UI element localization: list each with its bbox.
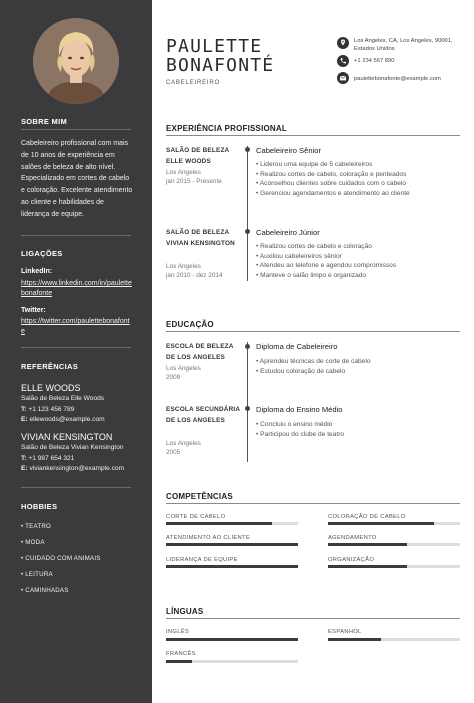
bullet-item: • Aprendeu técnicas de corte de cabelo (256, 357, 370, 367)
job-location: Los Angeles (166, 263, 201, 270)
job-location: Los Angeles (166, 169, 201, 176)
language-bar (328, 638, 460, 641)
divider (21, 129, 131, 130)
address: Los Angeles, CA, Los Angeles, 90001, Estados Unidos (354, 38, 453, 52)
hobby-item: • MODA (21, 539, 45, 546)
degree-title: Diploma do Ensino Médio (256, 405, 343, 414)
bullet-item: • Aconselhou clientes sobre cuidados com o cabelo (256, 179, 410, 189)
school-location: Los Angeles (166, 440, 201, 447)
skill-label: ORGANIZAÇÃO (328, 557, 375, 563)
job-dates: jan 2010 - dez 2014 (166, 272, 223, 279)
divider (166, 503, 460, 504)
employer: SALÃO DE BELEZA ELLE WOODS (166, 147, 230, 165)
school: ESCOLA SECUNDÁRIA DE LOS ANGELES (166, 406, 240, 424)
job-title: Cabeleireiro Júnior (256, 228, 320, 237)
school-dates: 2005 (166, 449, 181, 456)
reference-company: Salão de Beleza Vivian Kensington (21, 444, 124, 451)
hobbies-title: HOBBIES (21, 502, 58, 511)
skill-label: COLORAÇÃO DE CABELO (328, 514, 406, 520)
divider (166, 618, 460, 619)
bullet-item: • Gerenciou agendamentos e atendimento ao cliente (256, 189, 410, 199)
divider (21, 487, 131, 488)
bullet-item: • Atendeu ao telefone e agendou compromissos (256, 261, 396, 271)
languages-title: LÍNGUAS (166, 607, 204, 616)
reference-phone: T: +1 123 456 789 (21, 406, 75, 413)
skill-bar (166, 522, 298, 525)
hobby-item: • LEITURA (21, 571, 53, 578)
links-title: LIGAÇÕES (21, 249, 63, 258)
reference-email: E: viviankensington@example.com (21, 465, 125, 472)
timeline-dot (245, 406, 250, 411)
timeline-line (247, 146, 248, 281)
about-text: Cabeleireiro profissional com mais de 10 anos de experiência em salões de beleza de alto nível. Especializado em cortes de cabelo e coloração. Excelente atendimento ao cliente e habilidades de liderança de equipe. (21, 140, 133, 218)
location-pin-icon (337, 37, 349, 49)
email-address[interactable]: paulettebonafonte@example.com (354, 76, 441, 82)
skill-bar-fill (166, 522, 272, 525)
reference-email: E: ellewoods@example.com (21, 416, 105, 423)
linkedin-label: LinkedIn: (21, 268, 53, 275)
skill-label: CORTE DE CABELO (166, 514, 226, 520)
phone-number: +1 234 567 890 (354, 58, 395, 64)
school: ESCOLA DE BELEZA DE LOS ANGELES (166, 343, 234, 361)
skill-label: ATENDIMENTO AO CLIENTE (166, 535, 251, 541)
about-title: SOBRE MIM (21, 117, 68, 126)
references-title: REFERÊNCIAS (21, 362, 79, 371)
twitter-label: Twitter: (21, 307, 46, 314)
hobby-item: • CUIDADO COM ANIMAIS (21, 555, 101, 562)
skill-bar (166, 543, 298, 546)
skill-bar (328, 522, 460, 525)
skill-label: LIDERANÇA DE EQUIPE (166, 557, 238, 563)
bullet-item: • Liderou uma equipe de 5 cabeleireiros (256, 160, 410, 170)
job-bullets (256, 160, 410, 198)
skill-label: AGENDAMENTO (328, 535, 377, 541)
sidebar (0, 0, 152, 703)
reference-name: VIVIAN KENSINGTON (21, 432, 113, 442)
envelope-icon (337, 72, 349, 84)
skill-bar (328, 543, 460, 546)
timeline-dot (245, 229, 250, 234)
timeline-line (247, 342, 248, 462)
phone-icon (337, 55, 349, 67)
language-bar-fill (166, 660, 192, 663)
timeline-dot (245, 147, 250, 152)
job-bullets (256, 242, 396, 280)
job-title: Cabeleireiro Sênior (256, 146, 322, 155)
experience-title: EXPERIÊNCIA PROFISSIONAL (166, 124, 287, 133)
degree-bullets (256, 420, 344, 439)
reference-company: Salão de Beleza Elle Woods (21, 395, 105, 402)
hobby-item: • CAMINHADAS (21, 587, 69, 594)
language-label: ESPANHOL (328, 629, 362, 635)
profile-photo (33, 18, 119, 104)
language-label: INGLÊS (166, 629, 190, 635)
skill-bar-fill (166, 543, 298, 546)
divider (166, 135, 460, 136)
degree-bullets (256, 357, 370, 376)
bullet-item: • Estudou coloração de cabelo (256, 367, 370, 377)
bullet-item: • Concluiu o ensino médio (256, 420, 344, 430)
bullet-item: • Participou do clube de teatro (256, 430, 344, 440)
language-bar-fill (166, 638, 298, 641)
degree-title: Diploma de Cabeleireiro (256, 342, 338, 351)
employer: SALÃO DE BELEZA VIVIAN KENSINGTON (166, 229, 235, 247)
skill-bar-fill (328, 543, 407, 546)
skill-bar (328, 565, 460, 568)
language-bar-fill (328, 638, 381, 641)
skill-bar-fill (166, 565, 298, 568)
candidate-role: CABELEIREIRO (166, 80, 220, 86)
bullet-item: • Manteve o salão limpo e organizado (256, 271, 396, 281)
school-location: Los Angeles (166, 365, 201, 372)
skill-bar (166, 565, 298, 568)
linkedin-link[interactable]: https://www.linkedin.com/in/paulettebonafonte (21, 280, 132, 297)
language-bar (166, 638, 298, 641)
language-bar (166, 660, 298, 663)
twitter-link[interactable]: https://twitter.com/paulettebonafonte (21, 318, 130, 335)
school-dates: 2009 (166, 374, 181, 381)
language-label: FRANCÊS (166, 651, 196, 657)
bullet-item: • Realizou cortes de cabelo, coloração e penteados (256, 170, 410, 180)
divider (166, 331, 460, 332)
divider (21, 235, 131, 236)
timeline-dot (245, 344, 250, 349)
hobby-item: • TEATRO (21, 523, 52, 530)
bullet-item: • Auxiliou cabeleireiros sênior (256, 252, 396, 262)
education-title: EDUCAÇÃO (166, 320, 214, 329)
skill-bar-fill (328, 565, 407, 568)
job-dates: jan 2015 - Presente (166, 178, 222, 185)
reference-phone: T: +1 987 654 321 (21, 455, 75, 462)
skill-bar-fill (328, 522, 434, 525)
reference-name: ELLE WOODS (21, 383, 81, 393)
bullet-item: • Realizou cortes de cabelo e coloração (256, 242, 396, 252)
divider (21, 347, 131, 348)
skills-title: COMPETÊNCIAS (166, 492, 233, 501)
candidate-name: PAULETTE BONAFONTÉ (166, 36, 275, 76)
